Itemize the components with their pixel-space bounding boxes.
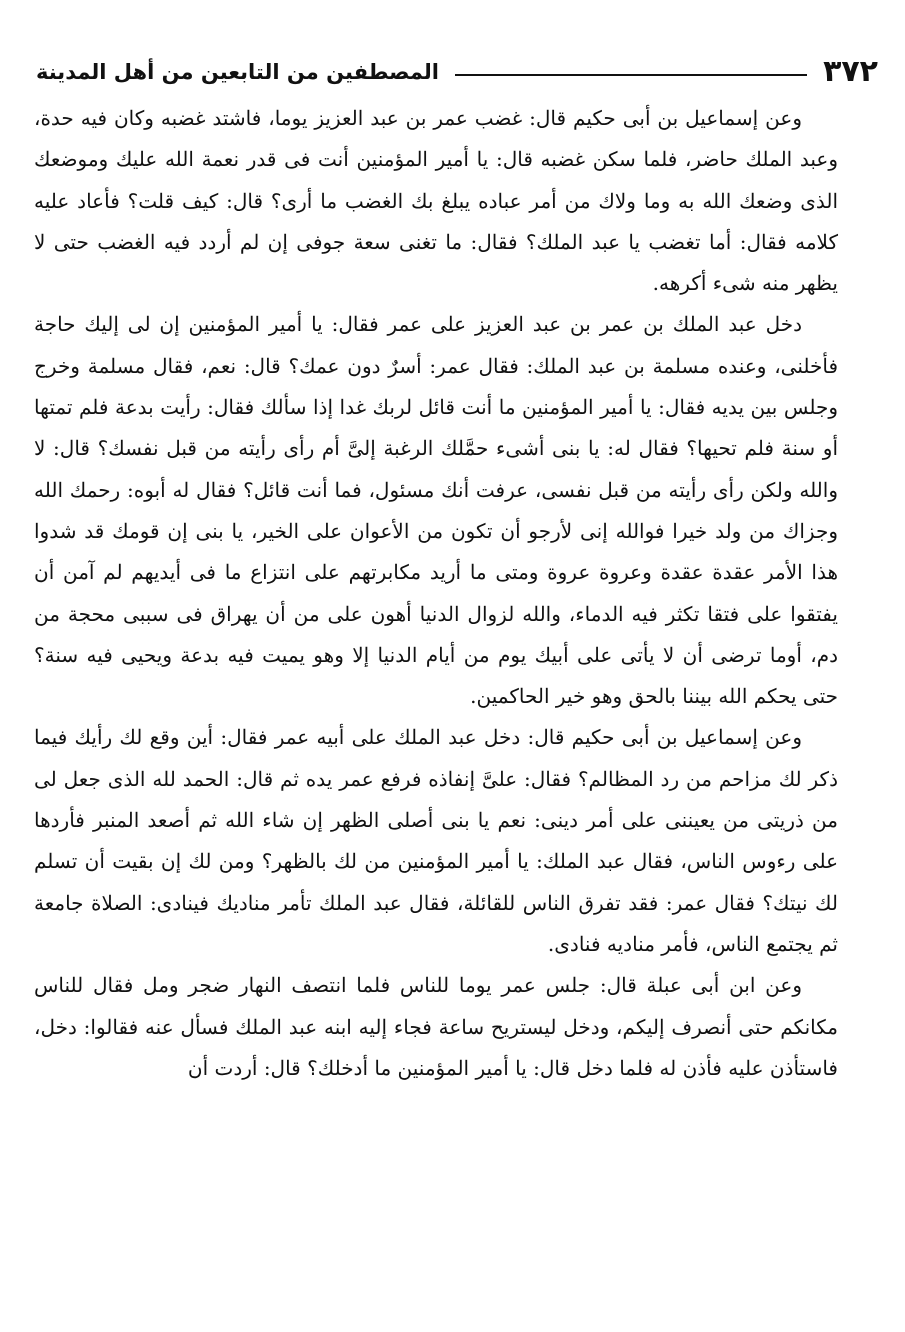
page-header bbox=[36, 52, 878, 92]
paragraph-3: وعن إسماعيل بن أبى حكيم قال: دخل عبد الملك على أبيه عمر فقال: أين وقع لك رأيك فيما ذكر لك مزاحم من رد المظالم؟ فقال: علىَّ إنفاذه فرفع عمر يده ثم قال: الحمد لله الذى جعل لى من ذريتى من يعيننى على أمر دينى: نعم يا بنى أصلى الظهر إن شاء الله ثم أصعد المنبر فأردها على رءوس الناس، فقال عبد الملك: يا أمير المؤمنين من لك بالظهر؟ ومن لك إن بقيت أن تسلم لك نيتك؟ فقال عمر: فقد تفرق الناس للقائلة، فقال عبد الملك تأمر مناديك فينادى: الصلاة جامعة ثم يجتمع الناس، فأمر مناديه فنادى. bbox=[34, 725, 838, 956]
paragraph-1: وعن إسماعيل بن أبى حكيم قال: غضب عمر بن عبد العزيز يوما، فاشتد غضبه وكان فيه حدة، وعبد الملك حاضر، فلما سكن غضبه قال: يا أمير المؤمنين أنت فى قدر نعمة الله عليك وموضعك الذى وضعك الله به وما ولاك من أمر عباده يبلغ بك الغضب ما أرى؟ قال: كيف قلت؟ فأعاد عليه كلامه فقال: أما تغضب يا عبد الملك؟ فقال: ما تغنى سعة جوفى إن لم أردد فيه الغضب حتى لا يظهر منه شىء أكرهه. bbox=[34, 106, 838, 296]
page-number: ٣٧٢ bbox=[823, 54, 878, 89]
running-title: المصطفين من التابعين من أهل المدينة bbox=[36, 60, 439, 84]
paragraph-4: وعن ابن أبى عبلة قال: جلس عمر يوما للناس فلما انتصف النهار ضجر ومل فقال للناس مكانكم حتى أنصرف إليكم، ودخل ليستريح ساعة فجاء إليه ابنه عبد الملك فسأل عنه فقالوا: دخل، فاستأذن عليه فأذن له فلما دخل قال: يا أمير المؤمنين ما أدخلك؟ قال: أردت أن bbox=[34, 973, 838, 1080]
paragraph-2: دخل عبد الملك بن عمر بن عبد العزيز على عمر فقال: يا أمير المؤمنين إن لى إليك حاجة فأخلنى، وعنده مسلمة بن عبد الملك: فقال عمر: أسرٌ دون عمك؟ قال: نعم، فقال مسلمة وخرج وجلس بين يديه فقال: يا أمير المؤمنين ما أنت قائل لربك غدا إذا سألك فقال: رأيت بدعة فلم تمتها أو سنة فلم تحيها؟ فقال له: يا بنى أشىء حمَّلك الرغبة إلىَّ أم رأى رأيته من قبل نفسك؟ قال: لا والله ولكن رأى رأيته من قبل نفسى، عرفت أنك مسئول، فما أنت قائل؟ فقال له أبوه: رحمك الله وجزاك من ولد خيرا فوالله إنى لأرجو أن تكون من الأعوان على الخير، يا بنى إن قومك قد شدوا هذا الأمر عقدة عقدة وعروة عروة ومتى ما أريد مكابرتهم على انتزاع ما فى أيديهم لم آمن أن يفتقوا على فتقا تكثر فيه الدماء، والله لزوال الدنيا أهون على من أن يهراق فى سببى محجة من دم، أوما ترضى أن لا يأتى على أبيك يوم من أيام الدنيا إلا وهو يميت فيه بدعة ويحيى فيه سنة؟ حتى يحكم الله بيننا بالحق وهو خير الحاكمين. bbox=[34, 312, 838, 709]
body-text bbox=[34, 98, 838, 1089]
header-rule bbox=[455, 74, 807, 76]
